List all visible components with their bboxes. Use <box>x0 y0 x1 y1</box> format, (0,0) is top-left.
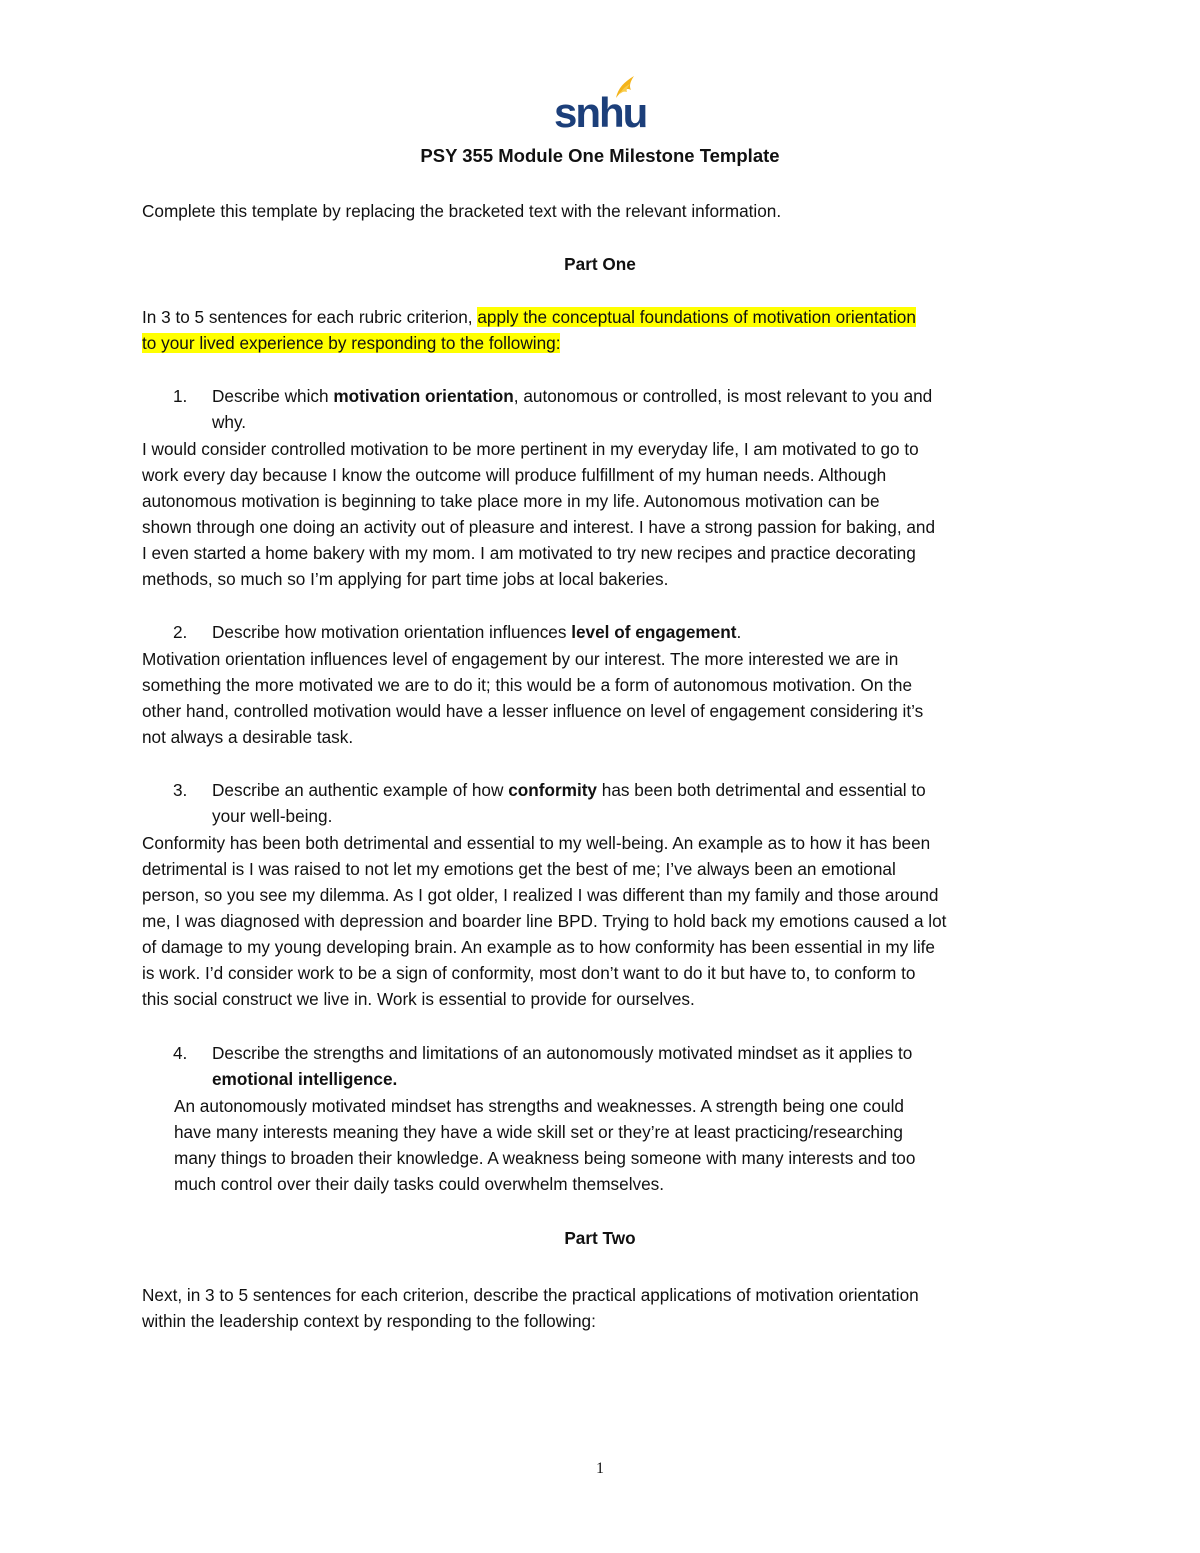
part-two-lead: within the leadership context by responding to the following: <box>142 1311 596 1331</box>
highlighted-text: apply the conceptual foundations of motivation orientation <box>477 307 916 327</box>
key-term: conformity <box>508 780 597 800</box>
part-one-lead <box>142 307 916 328</box>
answer-line: person, so you see my dilemma. As I got older, I realized I was different than my family and those around <box>142 885 939 905</box>
item-number: 2. <box>173 622 188 642</box>
item-number: 3. <box>173 780 188 800</box>
part-two-lead: Next, in 3 to 5 sentences for each criterion, describe the practical applications of motivation orientation <box>142 1285 919 1305</box>
answer-line: Motivation orientation influences level of engagement by our interest. The more interested we are in <box>142 649 899 669</box>
key-term: level of engagement <box>571 622 737 642</box>
answer-line: detrimental is I was raised to not let my emotions get the best of me; I’ve always been an emotional <box>142 859 896 879</box>
answer-line: Conformity has been both detrimental and essential to my well-being. An example as to how it has been <box>142 833 931 853</box>
part-two-heading: Part Two <box>564 1228 636 1248</box>
answer-line: me, I was diagnosed with depression and boarder line BPD. Trying to hold back my emotions caused a lot <box>142 911 947 931</box>
answer-line: is work. I’d consider work to be a sign of conformity, most don’t want to do it but have to, to conform to <box>142 963 916 983</box>
part-one-heading: Part One <box>564 254 636 274</box>
answer-line: methods, so much so I’m applying for part time jobs at local bakeries. <box>142 569 669 589</box>
item-number: 4. <box>173 1043 188 1063</box>
answer-line: much control over their daily tasks could overwhelm themselves. <box>174 1174 665 1194</box>
item-prompt-cont: emotional intelligence. <box>212 1069 398 1089</box>
snhu-logo <box>554 74 647 136</box>
answer-line: many things to broaden their knowledge. A weakness being someone with many interests and too <box>174 1148 916 1168</box>
answer-line: this social construct we live in. Work is essential to provide for ourselves. <box>142 989 695 1009</box>
item-prompt: Describe how motivation orientation influences level of engagement. <box>212 622 742 642</box>
answer-line: An autonomously motivated mindset has strengths and weaknesses. A strength being one could <box>174 1096 904 1116</box>
item-prompt: Describe the strengths and limitations of an autonomously motivated mindset as it applies to <box>212 1043 913 1063</box>
answer-line: autonomous motivation is beginning to take place more in my life. Autonomous motivation can be <box>142 491 880 511</box>
logo-wordmark: snhu <box>554 89 647 136</box>
key-term: emotional intelligence <box>212 1069 393 1089</box>
item-prompt: Describe which motivation orientation, autonomous or controlled, is most relevant to you and <box>212 386 933 406</box>
item-prompt-cont: why. <box>212 412 247 432</box>
answer-line: work every day because I know the outcome will produce fulfillment of my human needs. Although <box>142 465 887 485</box>
answer-line: I even started a home bakery with my mom. I am motivated to try new recipes and practice decorating <box>142 543 916 563</box>
answer-line: of damage to my young developing brain. An example as to how conformity has been essential in my life <box>142 937 935 957</box>
answer-line: not always a desirable task. <box>142 727 354 747</box>
page-number: 1 <box>596 1460 604 1477</box>
answer-line: I would consider controlled motivation to be more pertinent in my everyday life, I am motivated to go to <box>142 439 919 459</box>
answer-line: something the more motivated we are to do it; this would be a form of autonomous motivation. On the <box>142 675 913 695</box>
item-prompt: Describe an authentic example of how conformity has been both detrimental and essential to <box>212 780 926 800</box>
lead-text: In 3 to 5 sentences for each rubric criterion, <box>142 307 478 327</box>
page-title: PSY 355 Module One Milestone Template <box>420 145 780 166</box>
intro-text: Complete this template by replacing the bracketed text with the relevant information. <box>142 201 782 221</box>
answer-line: have many interests meaning they have a wide skill set or they’re at least practicing/researching <box>174 1122 903 1142</box>
item-number: 1. <box>173 386 188 406</box>
part-one-lead-cont <box>142 333 560 354</box>
item-prompt-cont: your well-being. <box>212 806 333 826</box>
key-term: motivation orientation <box>333 386 514 406</box>
answer-line: other hand, controlled motivation would have a lesser influence on level of engagement considering it’s <box>142 701 924 721</box>
answer-line: shown through one doing an activity out of pleasure and interest. I have a strong passion for baking, and <box>142 517 936 537</box>
highlighted-text: to your lived experience by responding to the following: <box>142 333 561 353</box>
